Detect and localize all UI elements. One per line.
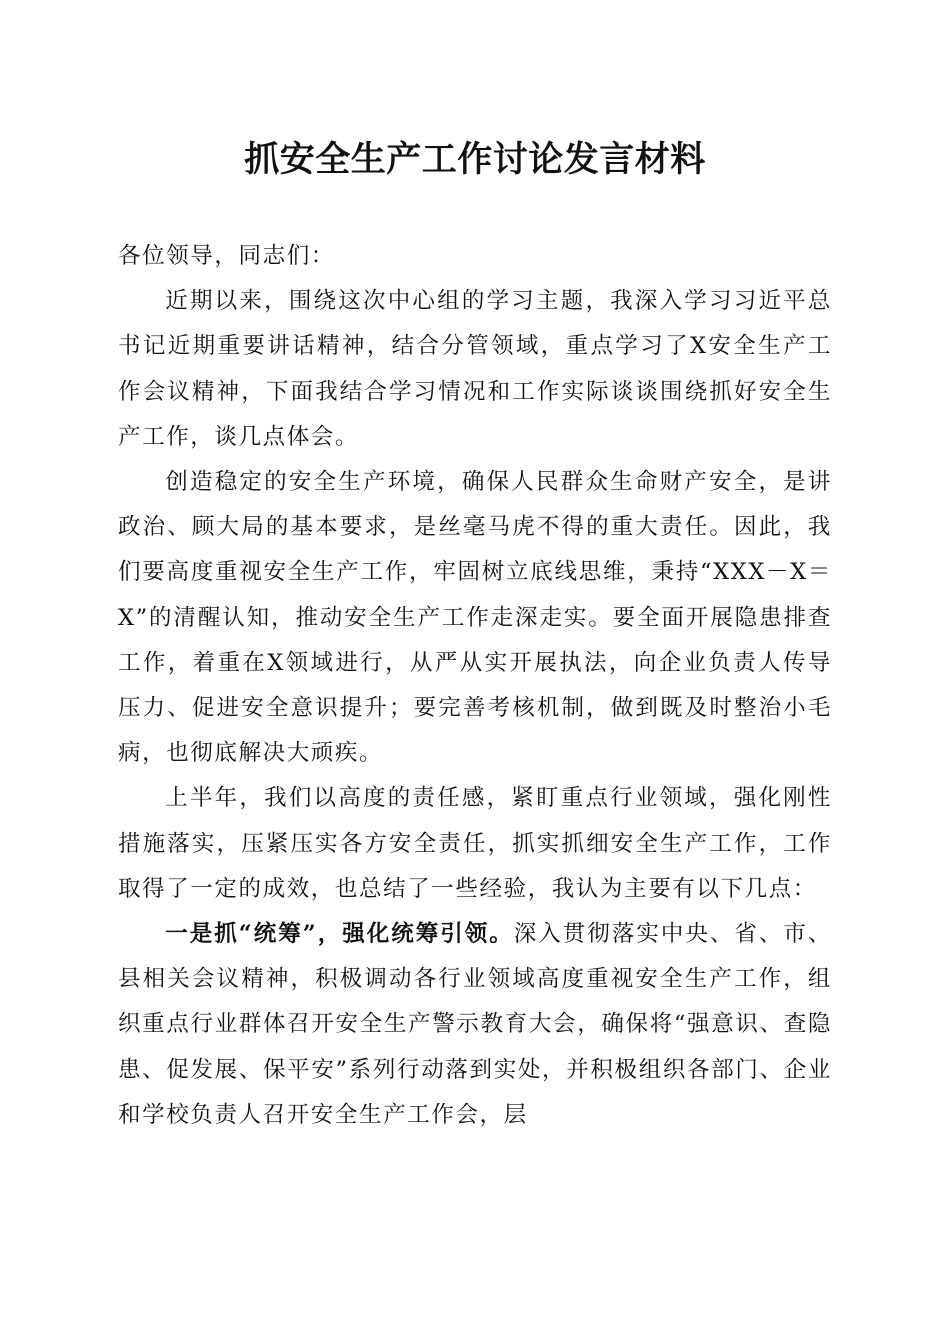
document-body [118,234,832,1138]
paragraph-2: 创造稳定的安全生产环境，确保人民群众生命财产安全，是讲政治、顾大局的基本要求，是丝毫马虎不得的重大责任。因此，我们要高度重视安全生产工作，牢固树立底线思维，秉持“XXX－X＝X”的清醒认知，推动安全生产工作走深走实。要全面开展隐患排查工作，着重在X领域进行，从严从实开展执法，向企业负责人传导压力、促进安全意识提升；要完善考核机制，做到既及时整治小毛病，也彻底解决大顽疾。 [118,469,832,767]
paragraph-3: 上半年，我们以高度的责任感，紧盯重点行业领域，强化刚性措施落实，压紧压实各方安全责任，抓实抓细安全生产工作，工作取得了一定的成效，也总结了一些经验，我认为主要有以下几点： [118,785,832,902]
paragraph-1: 近期以来，围绕这次中心组的学习主题，我深入学习习近平总书记近期重要讲话精神，结合分管领域，重点学习了X安全生产工作会议精神，下面我结合学习情况和工作实际谈谈围绕抓好安全生产工作，谈几点体会。 [118,288,832,450]
salutation: 各位领导，同志们： [118,243,335,269]
document-title: 抓安全生产工作讨论发言材料 [244,139,706,180]
paragraph-4-text: 深入贯彻落实中央、省、市、县相关会议精神，积极调动各行业领域高度重视安全生产工作，组织重点行业群体召开安全生产警示教育大会，确保将“强意识、查隐患、促发展、保平安”系列行动落到实处，并积极组织各部门、企业和学校负责人召开安全生产工作会，层 [118,921,832,1128]
paragraph-4-heading: 一是抓“统筹”，强化统筹引领。 [165,921,514,948]
paragraph-4 [118,912,832,1138]
